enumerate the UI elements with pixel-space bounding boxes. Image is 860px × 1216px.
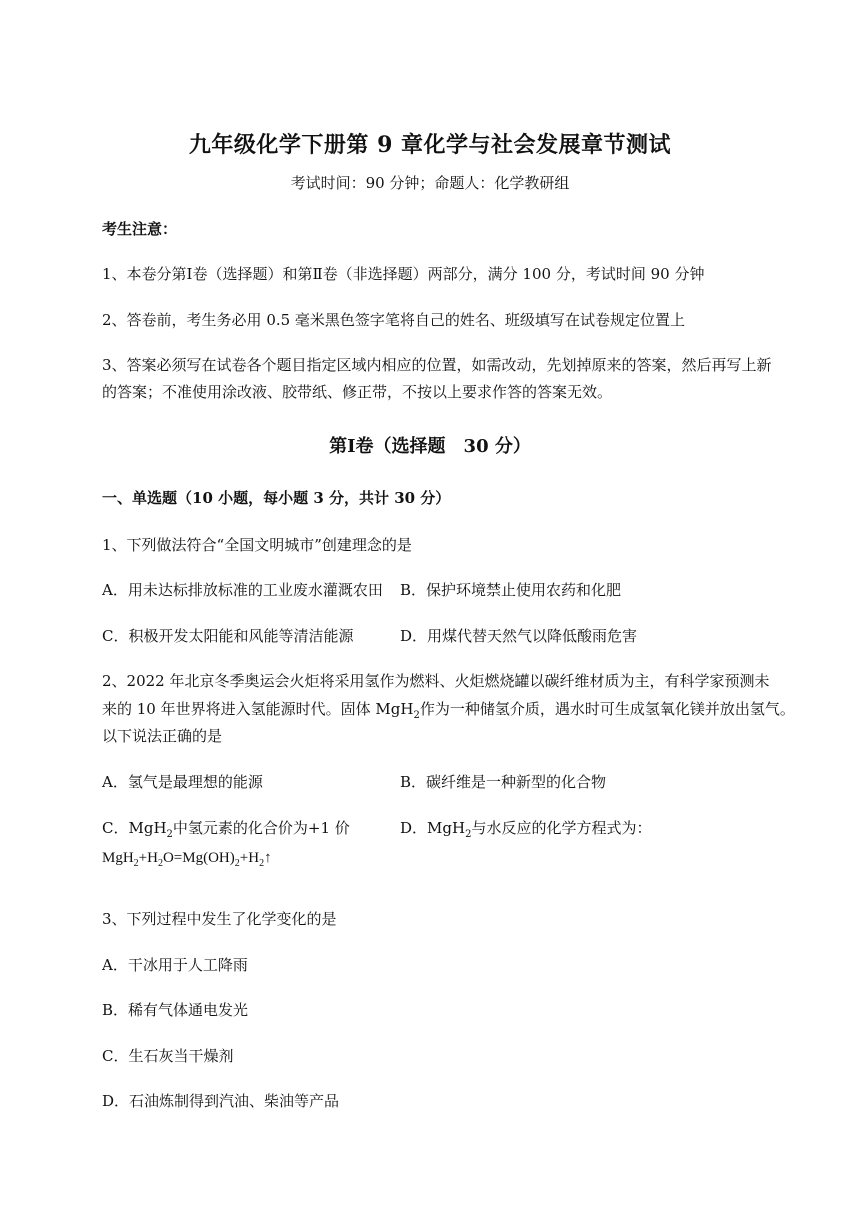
q3-option-c: C．生石灰当干燥剂 [102, 1047, 234, 1065]
q2-reaction-equation: $MgH_2+H_2O=Mg(OH)_2+H_2↑$ [102, 850, 272, 869]
q2-stem-line2: 来的 10 年世界将进入氢能源时代。固体 MgH$_2$作为一种储氢介质，遇水时可生成氢氧化镁并放出氢气。 [102, 700, 795, 721]
notice-item-2: 2、答卷前，考生务必用 0.5 毫米黑色签字笔将自己的姓名、班级填写在试卷规定位置上 [102, 311, 685, 329]
section-title: 第Ⅰ卷（选择题 30 分） [329, 436, 531, 457]
q3-option-a: A．干冰用于人工降雨 [102, 956, 248, 974]
page-subtitle: 考试时间：90 分钟；命题人：化学教研组 [290, 174, 570, 192]
q1-option-b: B．保护环境禁止使用农药和化肥 [400, 581, 622, 599]
q1-option-c: C．积极开发太阳能和风能等清洁能源 [102, 627, 354, 645]
q1-option-d: D．用煤代替天然气以降低酸雨危害 [400, 627, 638, 645]
q2-option-d: D．MgH$_2$与水反应的化学方程式为： [400, 819, 652, 840]
part-heading: 一、单选题（10 小题，每小题 3 分，共计 30 分） [102, 489, 451, 507]
q1-stem: 1、下列做法符合“全国文明城市”创建理念的是 [102, 536, 412, 554]
q2-option-a: A．氢气是最理想的能源 [102, 773, 263, 791]
q2-option-b: B．碳纤维是一种新型的化合物 [400, 773, 607, 791]
q3-option-d: D．石油炼制得到汽油、柴油等产品 [102, 1092, 340, 1110]
q2-stem-line1: 2、2022 年北京冬季奥运会火炬将采用氢作为燃料、火炬燃烧罐以碳纤维材质为主，有科学家预测未 [102, 672, 770, 690]
q1-option-a: A．用未达标排放标准的工业废水灌溉农田 [102, 581, 383, 599]
q2-stem-line3: 以下说法正确的是 [102, 727, 223, 745]
q3-option-b: B．稀有气体通电发光 [102, 1001, 249, 1019]
page-title: 九年级化学下册第 9 章化学与社会发展章节测试 [188, 132, 672, 158]
q3-stem: 3、下列过程中发生了化学变化的是 [102, 910, 337, 928]
notice-item-1: 1、本卷分第Ⅰ卷（选择题）和第Ⅱ卷（非选择题）两部分，满分 100 分，考试时间 90 分钟 [102, 265, 705, 283]
notice-item-3: 3、答案必须写在试卷各个题目指定区域内相应的位置，如需改动，先划掉原来的答案，然后再写上新 [102, 356, 772, 374]
notice-heading: 考生注意： [102, 220, 178, 238]
notice-item-3-cont: 的答案；不准使用涂改液、胶带纸、修正带，不按以上要求作答的答案无效。 [102, 383, 613, 401]
q2-option-c: C．MgH$_2$中氢元素的化合价为+1 价 [102, 819, 350, 840]
